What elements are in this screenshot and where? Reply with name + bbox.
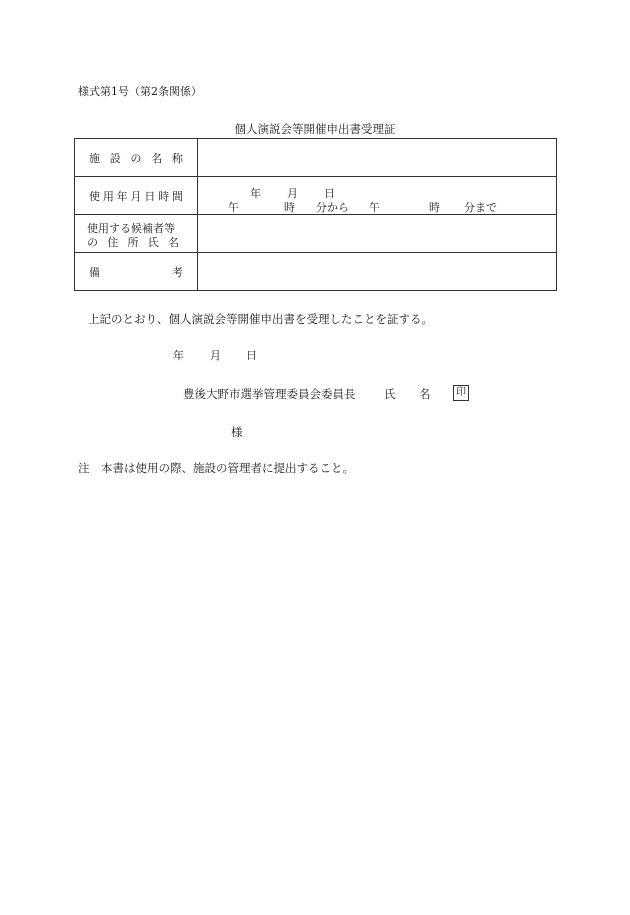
remarks-label-cell (75, 253, 198, 291)
datetime-label-cell (75, 177, 198, 215)
issuer-title: 豊後大野市選挙管理委員会委員長 (183, 387, 356, 401)
facility-name-label-cell (75, 139, 198, 177)
form-number: 様式第1号（第2条関係） (78, 85, 202, 98)
candidate-label: 使用する候補者等 の 住 所 氏 名 (87, 222, 179, 250)
issue-year-unit: 年 (173, 349, 184, 362)
start-hour-unit: 時 (284, 201, 295, 214)
datetime-label: 使 用 年 月 日 時 間 (89, 189, 183, 203)
end-ampm-unit: 午 (369, 201, 380, 214)
document-title: 個人演説会等開催申出書受理証 (234, 122, 396, 136)
facility-name-field[interactable] (198, 139, 557, 177)
footnote: 注 本書は使用の際、施設の管理者に提出すること。 (78, 461, 354, 475)
end-hour-unit: 時 (429, 201, 440, 214)
recipient-honorific: 様 (231, 425, 243, 439)
seal-box: 印 (453, 385, 469, 401)
issue-month-unit: 月 (210, 349, 221, 362)
month-unit: 月 (287, 187, 298, 200)
start-minute-unit: 分から (316, 201, 349, 214)
end-minute-unit: 分まで (464, 201, 497, 214)
issuer-name-label-2: 名 (419, 387, 431, 401)
remarks-row (75, 253, 557, 291)
facility-row (75, 139, 557, 177)
datetime-row (75, 177, 557, 215)
issue-day-unit: 日 (246, 349, 257, 362)
candidate-label-cell (75, 215, 198, 253)
year-unit: 年 (250, 187, 261, 200)
start-ampm-unit: 午 (228, 201, 239, 214)
issuer-name-label: 氏 (384, 387, 396, 401)
receipt-table (74, 138, 557, 291)
remarks-label: 備 考 (89, 265, 183, 279)
candidate-address-name-field[interactable] (198, 215, 557, 253)
day-unit: 日 (324, 187, 335, 200)
datetime-field[interactable] (198, 177, 557, 215)
certification-statement: 上記のとおり、個人演説会等開催申出書を受理したことを証する。 (88, 312, 433, 326)
facility-name-label: 施 設 の 名 称 (89, 151, 183, 165)
remarks-field[interactable] (198, 253, 557, 291)
candidate-row (75, 215, 557, 253)
